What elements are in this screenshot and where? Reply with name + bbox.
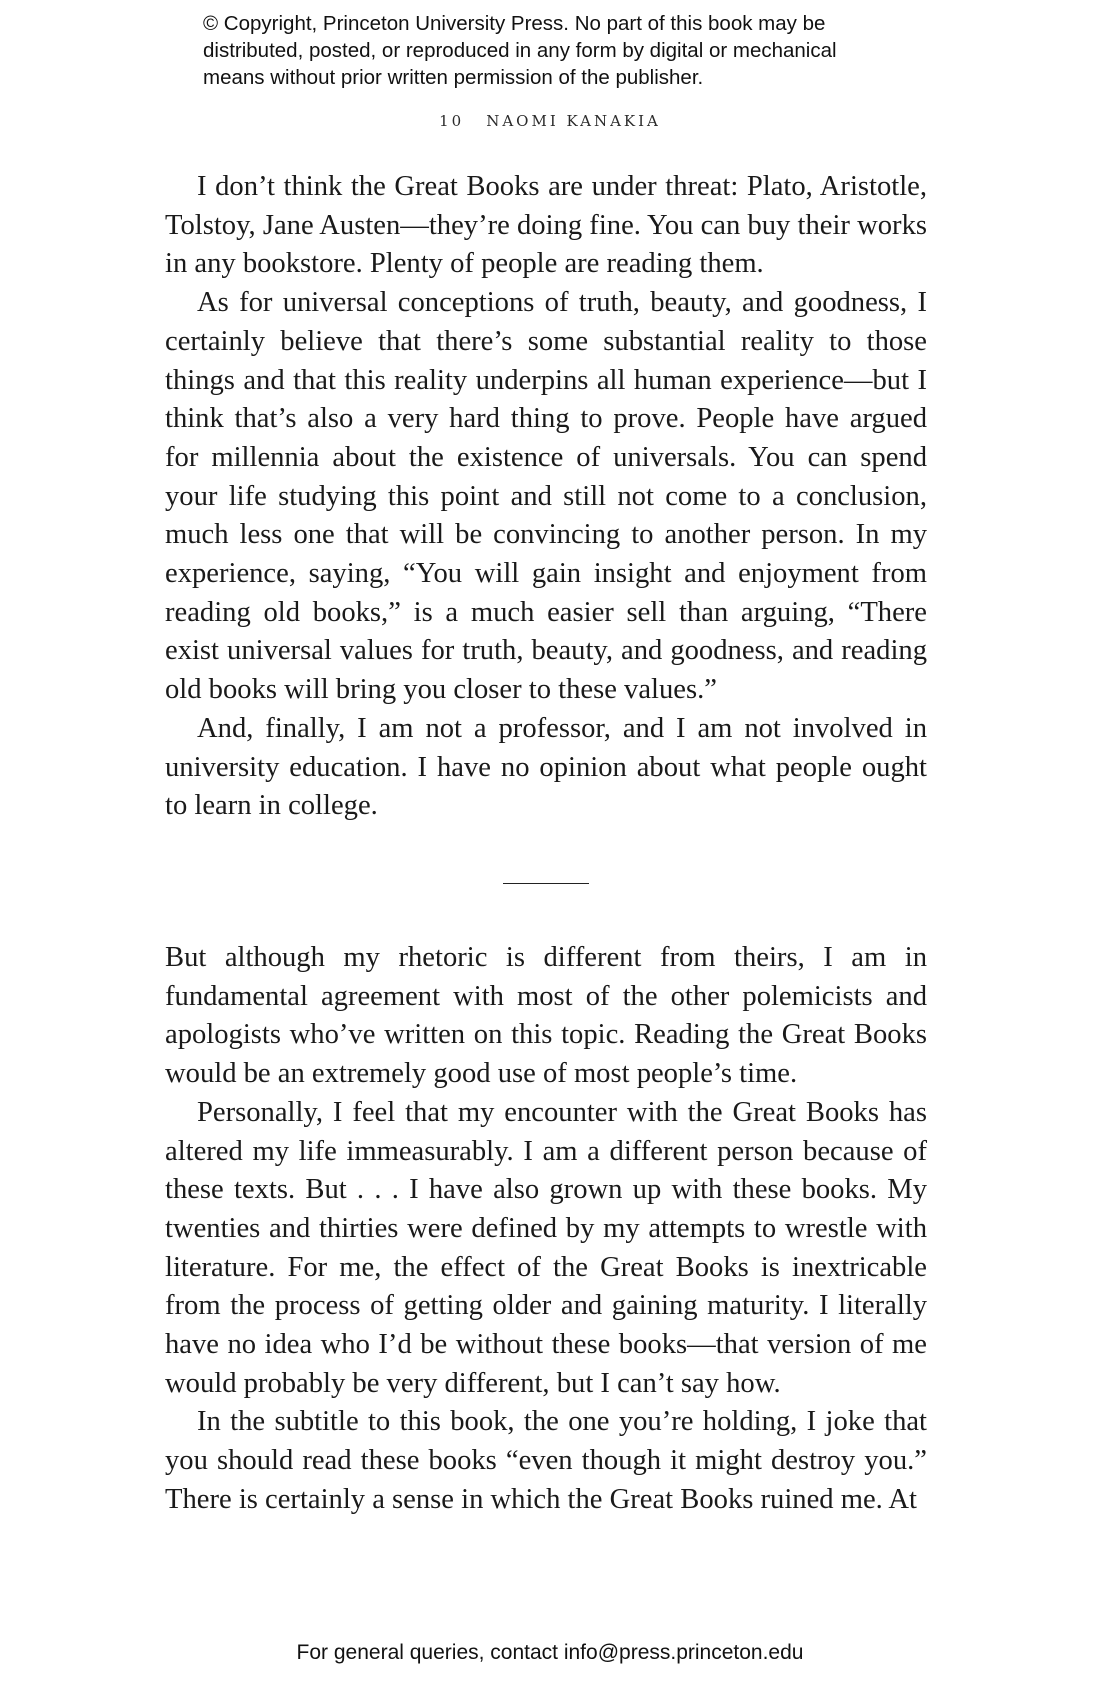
paragraph: In the subtitle to this book, the one you’re holding, I joke that you should read these books “even though it might destroy you.” There is certainly a sense in which the Great Books ruined me. At xyxy=(165,1406,927,1515)
running-head xyxy=(0,112,1100,130)
paragraph: As for universal conceptions of truth, beauty, and goodness, I certainly believe that there’s some substantial reality to those things and that this reality underpins all human experience—but I think that’s also a very hard thing to prove. People have argued for millennia about the existence of universals. You can spend your life studying this point and still not come to a conclusion, much less one that will be convincing to another person. In my experience, saying, “You will gain insight and enjoyment from reading old books,” is a much easier sell than arguing, “There exist universal values for truth, beauty, and goodness, and reading old books will bring you closer to these values.” xyxy=(165,287,927,706)
paragraph: I don’t think the Great Books are under threat: Plato, Aristotle, Tolstoy, Jane Austen—they’re doing fine. You can buy their works in any bookstore. Plenty of people are reading them. xyxy=(165,171,927,280)
paragraph: Personally, I feel that my encounter with the Great Books has altered my life immeasurably. I am a different person because of these texts. But . . . I have also grown up with these books. My twenties and thirties were defined by my attempts to wrestle with literature. For me, the effect of the Great Books is inextricable from the process of getting older and gaining maturity. I literally have no idea who I’d be without these books—that version of me would probably be very different, but I can’t say how. xyxy=(165,1096,927,1399)
body-text-section-2 xyxy=(165,939,927,1520)
author-name: NAOMI KANAKIA xyxy=(486,112,661,130)
copyright-line: © Copyright, Princeton University Press. No part of this book may be xyxy=(203,12,826,35)
section-break-rule xyxy=(503,883,589,884)
paragraph: And, finally, I am not a professor, and I am not involved in university education. I have no opinion about what people ought to learn in college. xyxy=(165,712,927,822)
copyright-line: means without prior written permission of the publisher. xyxy=(203,66,704,89)
copyright-line: distributed, posted, or reproduced in any form by digital or mechanical xyxy=(203,39,837,62)
copyright-notice xyxy=(203,10,923,91)
paragraph: But although my rhetoric is different from theirs, I am in fundamental agreement with most of the other polemicists and apologists who’ve written on this topic. Reading the Great Books would be an extremely good use of most people’s time. xyxy=(165,942,927,1090)
body-text-section-1 xyxy=(165,168,927,826)
footer-contact: For general queries, contact info@press.princeton.edu xyxy=(296,1641,804,1664)
page-number: 10 xyxy=(439,112,465,130)
